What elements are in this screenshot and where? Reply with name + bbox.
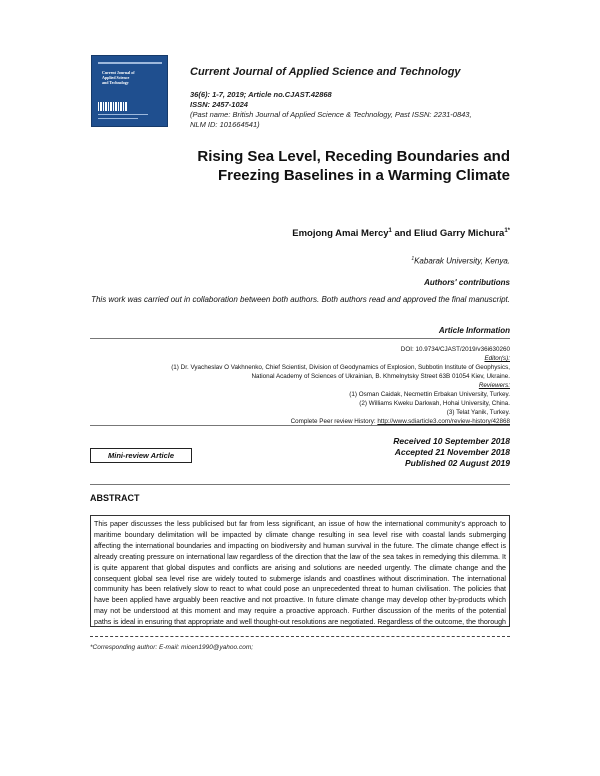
article-type-box: Mini-review Article — [90, 448, 192, 463]
article-info — [80, 345, 510, 426]
review-history-link[interactable]: http://www.sdiarticle3.com/review-history/42868 — [377, 418, 510, 425]
journal-name: Current Journal of Applied Science and Technology — [190, 66, 461, 78]
divider — [90, 338, 510, 339]
affiliation-sup: 1 — [411, 256, 415, 262]
author-2: Eliud Garry Michura — [414, 228, 505, 240]
author-1: Emojong Amai Mercy — [292, 228, 389, 240]
reviewer-2: (2) Williams Kweku Darkwah, Hohai University, China. — [359, 400, 510, 407]
contributions-heading: Authors' contributions — [424, 278, 510, 287]
title-line-2: Freezing Baselines in a Warming Climate — [217, 167, 510, 184]
nlm-id: NLM ID: 101664541) — [190, 120, 260, 129]
received-date: Received 10 September 2018 — [393, 436, 510, 446]
affiliation — [411, 256, 510, 266]
author-1-sup: 1 — [388, 228, 392, 234]
author-2-sup: 1* — [504, 228, 510, 234]
paper-title — [197, 147, 510, 185]
editor-1: (1) Dr. Vyacheslav O Vakhnenko, Chief Scientist, Division of Geodynamics of Explosion, Subbotin Institute of Geophysics, — [171, 364, 510, 371]
divider — [90, 425, 510, 426]
citation: 36(6): 1-7, 2019; Article no.CJAST.42868 — [190, 90, 332, 99]
reviewer-3: (3) Telat Yanik, Turkey. — [446, 409, 510, 416]
issn: ISSN: 2457-1024 — [190, 100, 248, 109]
reviewers-label: Reviewers: — [478, 382, 510, 389]
title-line-1: Rising Sea Level, Receding Boundaries and — [197, 148, 510, 165]
past-name: (Past name: British Journal of Applied Science & Technology, Past ISSN: 2231-0843, — [190, 110, 472, 119]
published-date: Published 02 August 2019 — [404, 458, 510, 468]
authors — [292, 228, 510, 239]
doi: DOI: 10.9734/CJAST/2019/v36i630260 — [400, 346, 510, 353]
affiliation-text: Kabarak University, Kenya. — [414, 256, 510, 266]
divider — [90, 484, 510, 485]
journal-cover-image — [91, 55, 168, 127]
footnote: *Corresponding author: E-mail: micen1990@yahoo.com; — [90, 644, 254, 651]
review-history-label: Complete Peer review History: — [290, 418, 378, 425]
reviewer-1: (1) Osman Caidak, Necmettin Erbakan University, Turkey. — [349, 391, 510, 398]
dates — [393, 436, 510, 469]
editors-label: Editor(s): — [484, 355, 510, 362]
contributions-text: This work was carried out in collaboration between both authors. Both authors read and approved the final manuscript. — [91, 295, 510, 304]
abstract-text: This paper discusses the less publicised but far from less significant, an issue of how the international community's approach to maritime boundary delimitation will be impacted by climate change resulting in sea level rise with coastal lands submerging affecting the international boundaries and impacting on biodiversity and human survival in the future. The climate change effect is already creating pressure on international law regardless of the direction that the law of the sea takes in remedying this dilemma. It is quite apparent that global disputes and conflicts are arising and solutions are needed urgently. The climate change and the consequent global sea level rise are widely touted to submerge islands and coastlines without discrimination. The international community has been relatively slow to react to what could pose an unprecedented threat to human civilisation. The policies that have been applied have arguably been reactive and not proactive. In future climate change may develop other by-products which may not be understood at this moment and may require a proactive approach. Further discussion of the merits of the potential paths is ideal in ensuring that appropriate and well thought-out resolutions are negotiated. Regardless of the outcome, the thorough — [90, 515, 510, 627]
authors-and: and — [391, 228, 415, 240]
editor-1-cont: National Academy of Sciences of Ukrainian, B. Khmelnytsky Street 63B 01054 Kiev, Ukraine. — [251, 373, 510, 380]
cover-title: Current Journal of Applied Science and Technology — [102, 70, 135, 85]
accepted-date: Accepted 21 November 2018 — [394, 447, 510, 457]
abstract-heading: ABSTRACT — [90, 493, 140, 503]
journal-meta — [190, 90, 472, 130]
footnote-divider — [90, 636, 510, 637]
article-info-heading: Article Information — [438, 326, 510, 335]
